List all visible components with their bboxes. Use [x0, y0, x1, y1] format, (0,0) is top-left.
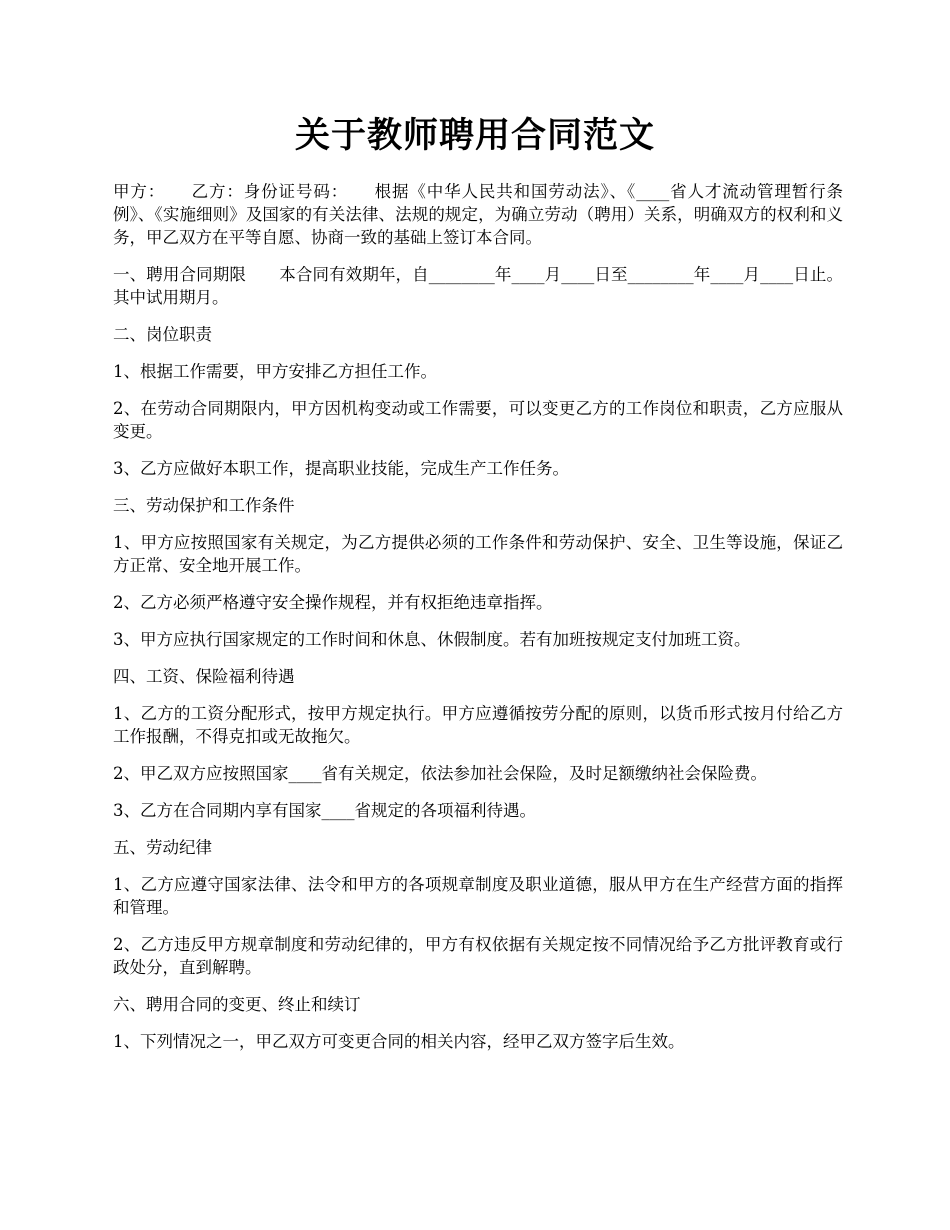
paragraph-duties-3: 3、乙方应做好本职工作，提高职业技能，完成生产工作任务。 [113, 459, 569, 478]
section-heading-changes: 六、聘用合同的变更、终止和续订 [113, 995, 361, 1014]
paragraph-wages-2: 2、甲乙双方应按照国家____省有关规定，依法参加社会保险，及时足额缴纳社会保险费。 [113, 764, 767, 783]
section-heading-wages: 四、工资、保险福利待遇 [113, 667, 295, 686]
paragraph-duties-2: 2、在劳动合同期限内，甲方因机构变动或工作需要，可以变更乙方的工作岗位和职责，乙方应服从变更。 [113, 399, 843, 441]
section-heading-protection: 三、劳动保护和工作条件 [113, 496, 295, 515]
paragraph-protection-3: 3、甲方应执行国家规定的工作时间和休息、休假制度。若有加班按规定支付加班工资。 [113, 630, 751, 649]
section-heading-discipline: 五、劳动纪律 [113, 838, 212, 857]
paragraph-discipline-2: 2、乙方违反甲方规章制度和劳动纪律的，甲方有权依据有关规定按不同情况给予乙方批评教育或行政处分，直到解聘。 [113, 935, 843, 977]
document-body [113, 180, 843, 1067]
paragraph-protection-2: 2、乙方必须严格遵守安全操作规程，并有权拒绝违章指挥。 [113, 593, 553, 612]
paragraph-contract-term: 一、聘用合同期限 本合同有效期年，自________年____月____日至________年____月____日止。其中试用期月。 [113, 265, 843, 307]
paragraph-discipline-1: 1、乙方应遵守国家法律、法令和甲方的各项规章制度及职业道德，服从甲方在生产经营方面的指挥和管理。 [113, 875, 843, 917]
paragraph-preamble: 甲方： 乙方：身份证号码： 根据《中华人民共和国劳动法》、《____省人才流动管理暂行条例》、《实施细则》及国家的有关法律、法规的规定，为确立劳动（聘用）关系，明确双方的权利和义务，甲乙双方在平等自愿、协商一致的基础上签订本合同。 [113, 182, 843, 247]
paragraph-protection-1: 1、甲方应按照国家有关规定，为乙方提供必须的工作条件和劳动保护、安全、卫生等设施，保证乙方正常、安全地开展工作。 [113, 533, 843, 575]
paragraph-duties-1: 1、根据工作需要，甲方安排乙方担任工作。 [113, 362, 437, 381]
paragraph-wages-3: 3、乙方在合同期内享有国家____省规定的各项福利待遇。 [113, 801, 536, 820]
section-heading-duties: 二、岗位职责 [113, 325, 212, 344]
paragraph-changes-1: 1、下列情况之一，甲乙双方可变更合同的相关内容，经甲乙双方签字后生效。 [113, 1032, 685, 1051]
paragraph-wages-1: 1、乙方的工资分配形式，按甲方规定执行。甲方应遵循按劳分配的原则，以货币形式按月付给乙方工作报酬，不得克扣或无故拖欠。 [113, 704, 843, 746]
document-title: 关于教师聘用合同范文 [294, 115, 655, 156]
